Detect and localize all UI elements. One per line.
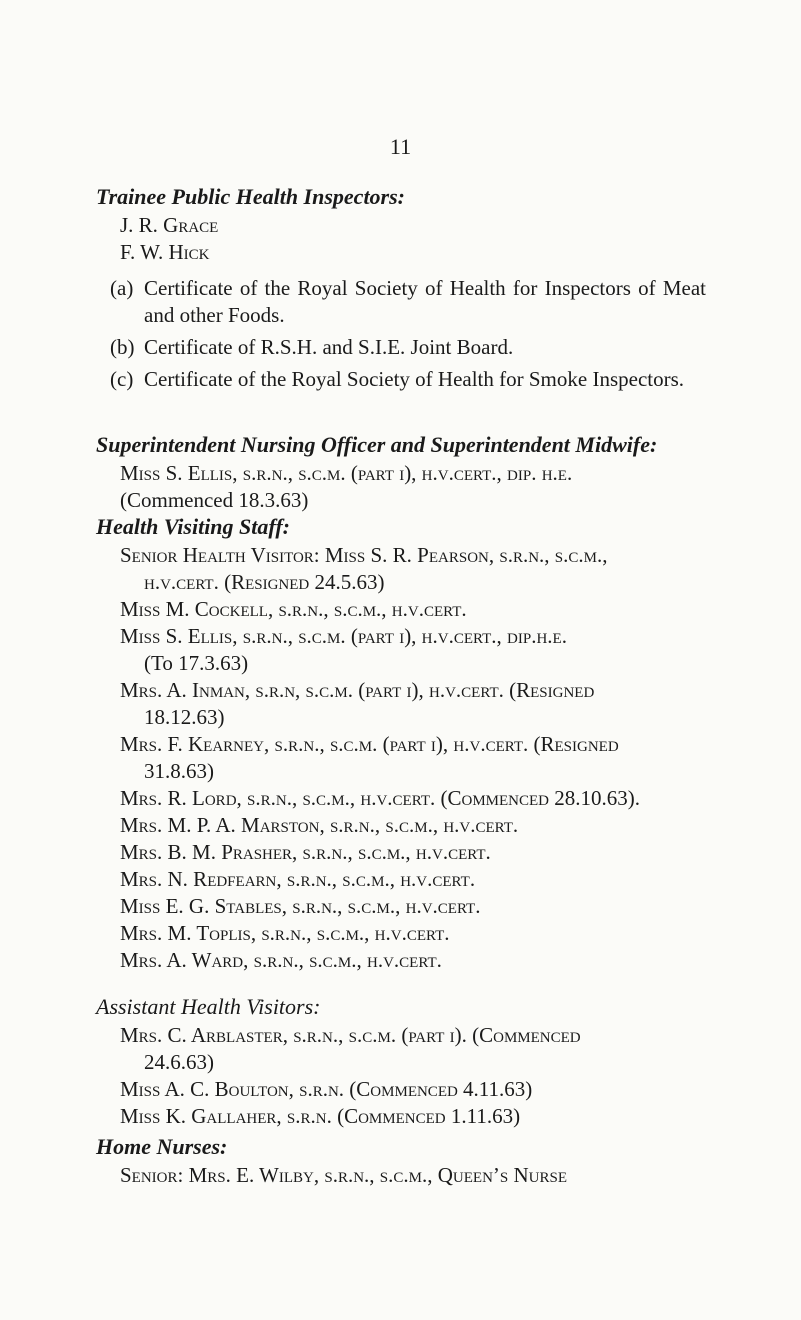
assistant-section xyxy=(96,992,706,1130)
assistant-line: Mrs. C. Arblaster, s.r.n., s.c.m. (part i). (Commenced xyxy=(120,1023,581,1047)
trainee-heading: Trainee Public Health Inspectors: xyxy=(96,184,406,209)
assistant-line: Miss K. Gallaher, s.r.n. (Commenced 1.11.63) xyxy=(120,1104,521,1128)
staff-line: Mrs. A. Ward, s.r.n., s.c.m., h.v.cert. xyxy=(120,948,442,972)
staff-line: Mrs. M. Toplis, s.r.n., s.c.m., h.v.cert. xyxy=(120,921,450,945)
health-visiting-heading: Health Visiting Staff: xyxy=(96,514,290,539)
note-text: Certificate of the Royal Society of Health for Smoke Inspectors. xyxy=(144,367,685,391)
superintendent-line: Miss S. Ellis, s.r.n., s.c.m. (part i), h.v.cert., dip. h.e. xyxy=(120,461,573,485)
staff-line-cont: (To 17.3.63) xyxy=(144,651,249,675)
home-nurses-line: Senior: Mrs. E. Wilby, s.r.n., s.c.m., Queen’s Nurse xyxy=(120,1163,567,1187)
home-nurses-section xyxy=(96,1132,706,1189)
note-item xyxy=(96,334,706,361)
note-label: (b) xyxy=(110,335,135,359)
page-number: 11 xyxy=(389,134,412,159)
assistant-heading: Assistant Health Visitors: xyxy=(96,994,321,1019)
superintendent-section xyxy=(96,430,706,514)
staff-line: Miss E. G. Stables, s.r.n., s.c.m., h.v.cert. xyxy=(120,894,481,918)
staff-line: Senior Health Visitor: Miss S. R. Pearson, s.r.n., s.c.m., xyxy=(120,543,608,567)
trainee-name: J. R. Grace xyxy=(120,213,219,237)
assistant-line: Miss A. C. Boulton, s.r.n. (Commenced 4.11.63) xyxy=(120,1077,533,1101)
staff-line-cont: 31.8.63) xyxy=(144,759,214,783)
note-text: Certificate of the Royal Society of Health for Inspectors of Meat and other Foods. xyxy=(144,276,706,327)
staff-line: Miss M. Cockell, s.r.n., s.c.m., h.v.cert. xyxy=(120,597,467,621)
staff-line: Mrs. B. M. Prasher, s.r.n., s.c.m., h.v.cert. xyxy=(120,840,491,864)
health-visiting-section xyxy=(96,512,706,974)
note-item xyxy=(96,366,706,393)
staff-line-cont: 18.12.63) xyxy=(144,705,225,729)
note-item xyxy=(96,275,706,329)
note-label: (a) xyxy=(110,276,134,300)
staff-line: Mrs. R. Lord, s.r.n., s.c.m., h.v.cert. (Commenced 28.10.63). xyxy=(120,786,640,810)
superintendent-line: (Commenced 18.3.63) xyxy=(120,488,309,512)
trainee-section xyxy=(96,182,706,398)
staff-line: Mrs. N. Redfearn, s.r.n., s.c.m., h.v.cert. xyxy=(120,867,476,891)
staff-line: Mrs. F. Kearney, s.r.n., s.c.m. (part i), h.v.cert. (Resigned xyxy=(120,732,619,756)
staff-line: Mrs. A. Inman, s.r.n, s.c.m. (part i), h.v.cert. (Resigned xyxy=(120,678,595,702)
home-nurses-heading: Home Nurses: xyxy=(96,1134,228,1159)
staff-line-cont: h.v.cert. (Resigned 24.5.63) xyxy=(144,570,385,594)
trainee-name: F. W. Hick xyxy=(120,240,210,264)
staff-line: Mrs. M. P. A. Marston, s.r.n., s.c.m., h.v.cert. xyxy=(120,813,519,837)
assistant-line-cont: 24.6.63) xyxy=(144,1050,214,1074)
superintendent-heading: Superintendent Nursing Officer and Superintendent Midwife: xyxy=(96,432,658,457)
note-text: Certificate of R.S.H. and S.I.E. Joint Board. xyxy=(144,335,514,359)
note-label: (c) xyxy=(110,367,134,391)
staff-line: Miss S. Ellis, s.r.n., s.c.m. (part i), h.v.cert., dip.h.e. xyxy=(120,624,567,648)
